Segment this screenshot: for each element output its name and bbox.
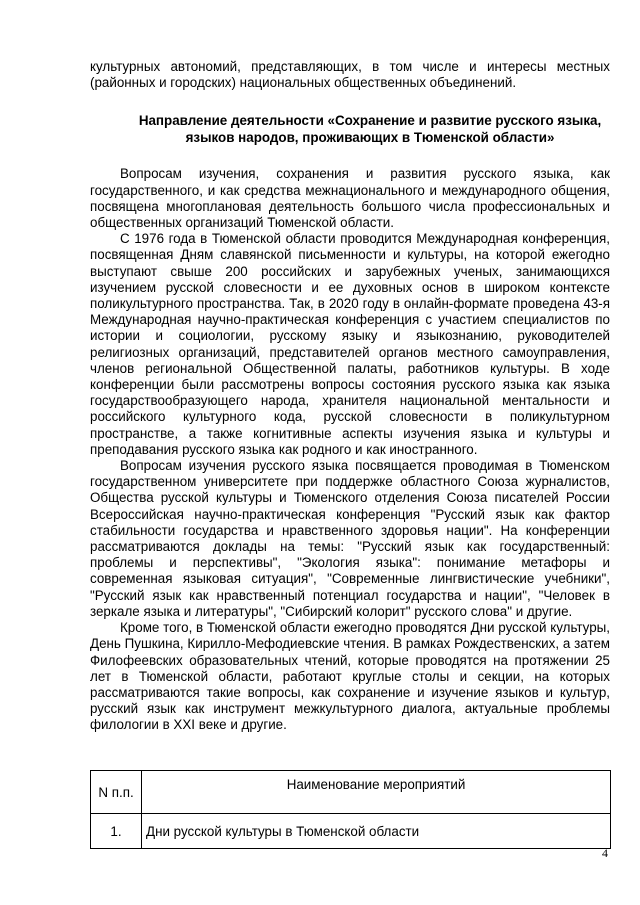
column-header-name: Наименование мероприятий (142, 771, 611, 814)
table-header-row (91, 771, 611, 814)
document-body (90, 59, 610, 734)
intro-paragraph: культурных автономий, представляющих, в том числе и интересы местных (районных и городских) национальных общественных объединений. (90, 59, 610, 91)
row-number-cell: 1. (91, 814, 142, 849)
section-heading: Направление деятельности «Сохранение и развитие русского языка, языков народов, проживающих в Тюменской области» (138, 113, 602, 145)
paragraph: С 1976 года в Тюменской области проводится Международная конференция, посвященная Дням славянской письменности и культуры, на которой ежегодно выступают свыше 200 российских и зарубежных ученых, занимающихся изучением русской словесности и ее духовных основ в широком контексте поликультурного пространства. Так, в 2020 году в онлайн-формате проведена 43-я Международная научно-практическая конференция с участием специалистов по истории и социологии, русскому языку и языкознанию, руководителей религиозных организаций, представителей органов местного самоуправления, членов региональной Общественной палаты, работников культуры. В ходе конференции были рассмотрены вопросы состояния русского языка как языка государствообразующего народа, хранителя национальной ментальности и российского культурного кода, русской словесности в поликультурном пространстве, а также когнитивные аспекты изучения языка и культуры и преподавания русского языка как родного и как иностранного. (90, 231, 610, 457)
column-header-number: N п.п. (91, 771, 142, 814)
row-name-cell: Дни русской культуры в Тюменской области (142, 814, 611, 849)
events-table (90, 770, 611, 849)
paragraph: Вопросам изучения, сохранения и развития русского языка, как государственного, и как средства межнационального и международного общения, посвящена многоплановая деятельность большого числа профессиональных и общественных организаций Тюменской области. (90, 166, 610, 231)
paragraph: Вопросам изучения русского языка посвящается проводимая в Тюменском государственном университете при поддержке областного Союза журналистов, Общества русской культуры и Тюменского отделения Союза писателей России Всероссийская научно-практическая конференция "Русский язык как фактор стабильности государства и нравственного здоровья нации". На конференции рассматриваются доклады на темы: "Русский язык как государственный: проблемы и перспективы", "Экология языка": понимание метафоры и современная языковая ситуация", "Современные лингвистические учебники", "Русский язык как нравственный потенциал государства и нации", "Человек в зеркале языка и литературы", "Сибирский колорит" русского слова" и другие. (90, 458, 610, 619)
page-number: 4 (602, 846, 608, 860)
paragraph: Кроме того, в Тюменской области ежегодно проводятся Дни русской культуры, День Пушкина, Кирилло-Мефодиевские чтения. В рамках Рождественских, а затем Филофеевских образовательных чтений, которые проводятся на протяжении 25 лет в Тюменской области, работают круглые столы и секции, на которых рассматриваются такие вопросы, как сохранение и изучение языков и культур, русский язык как инструмент межкультурного диалога, актуальные проблемы филологии в XXI веке и другие. (90, 620, 610, 733)
table-row (91, 814, 611, 849)
